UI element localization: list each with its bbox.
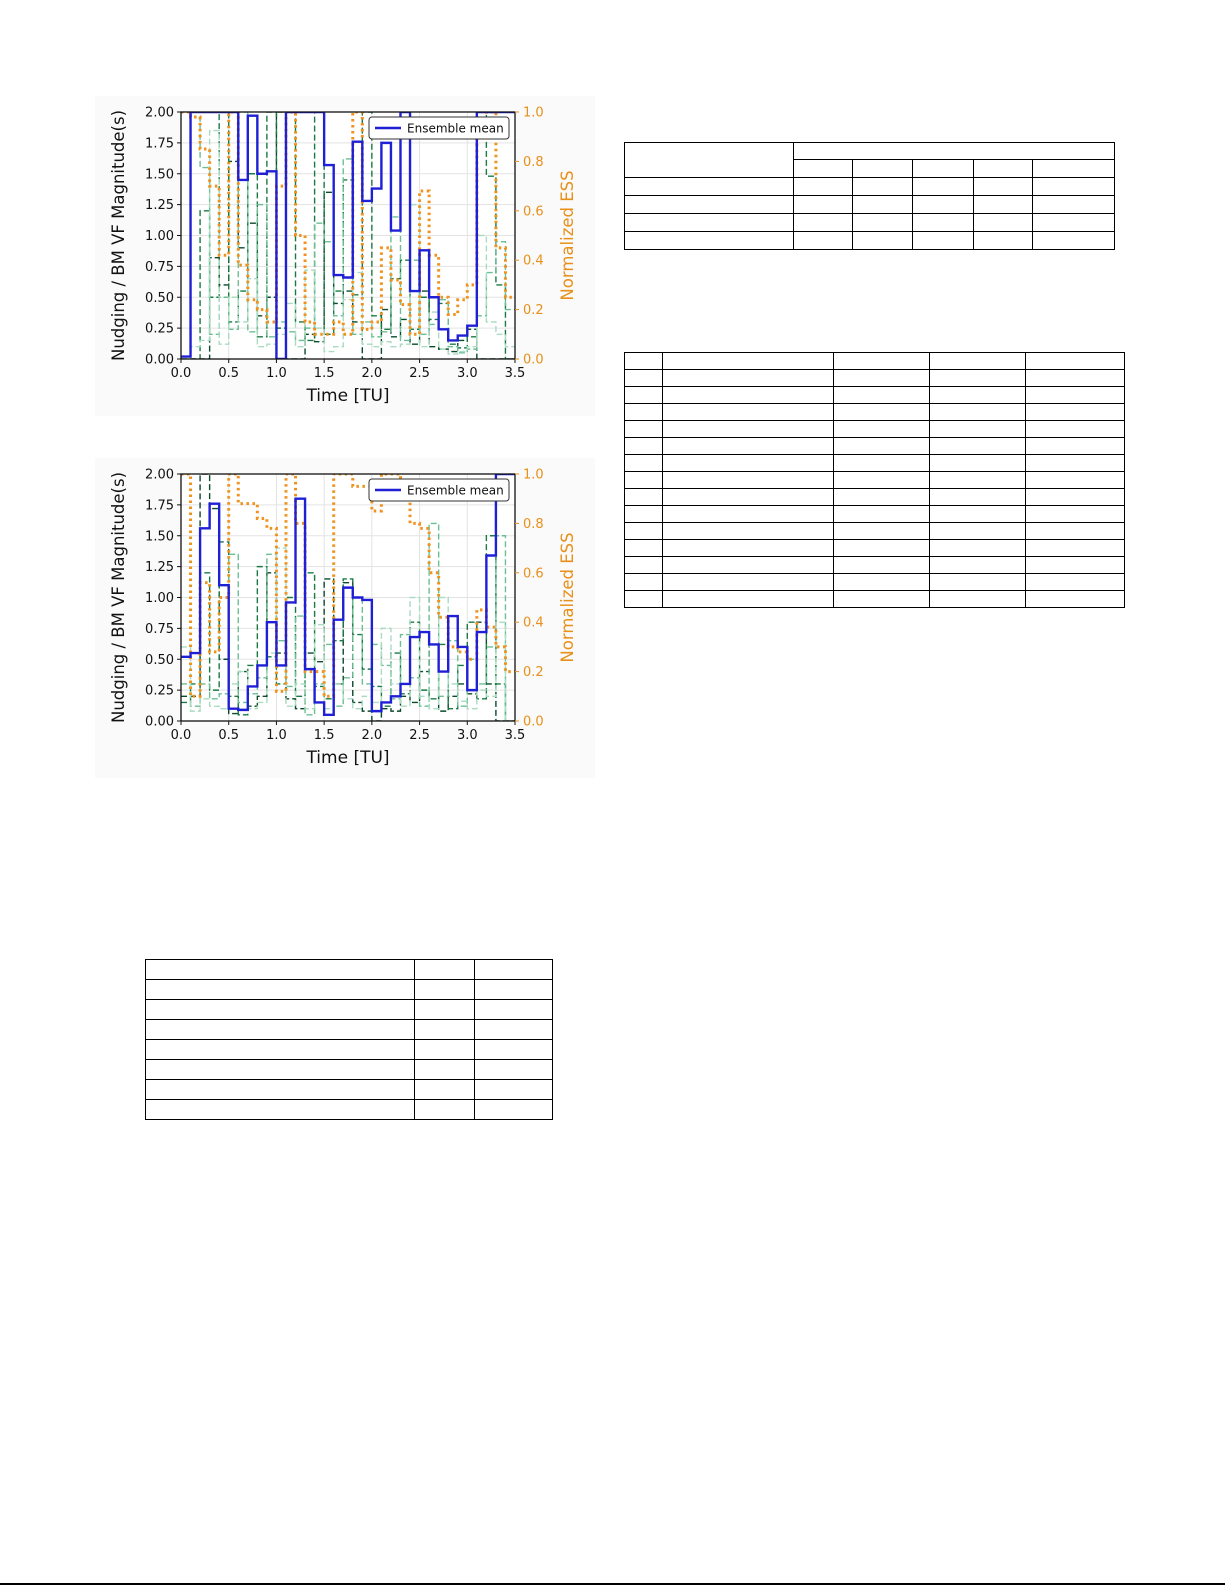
table-cell (1033, 178, 1115, 196)
table-cell (930, 557, 1026, 574)
table-cell (625, 404, 663, 421)
table-cell (1033, 214, 1115, 232)
x-tick-label: 1.5 (313, 366, 335, 381)
table-cell (625, 438, 663, 455)
table-cell (663, 404, 834, 421)
chart-top (95, 96, 595, 416)
table-cell (146, 980, 415, 1000)
y-tick-label: 1.50 (145, 529, 174, 545)
table-cell (415, 1040, 475, 1060)
y2-tick-label: 0.2 (523, 665, 544, 681)
table-cell (974, 214, 1033, 232)
table-cell (834, 421, 930, 438)
table-row (625, 591, 1125, 608)
table-cell (663, 438, 834, 455)
table-cell (794, 196, 853, 214)
table-cell (853, 232, 913, 250)
table-cell (146, 1000, 415, 1020)
x-tick-label: 2.5 (409, 366, 430, 381)
table-cell (930, 370, 1026, 387)
table-cell (415, 1080, 475, 1100)
table-cell (930, 438, 1026, 455)
table-cell (853, 178, 913, 196)
table-cell (146, 960, 415, 980)
table-cell (974, 196, 1033, 214)
table-cell (930, 574, 1026, 591)
table-cell (834, 404, 930, 421)
table-cell (974, 232, 1033, 250)
y-tick-label: 1.00 (145, 229, 174, 244)
x-tick-label: 1.0 (266, 366, 287, 381)
table-cell (794, 143, 1115, 160)
table-cell (625, 421, 663, 438)
x-tick-label: 0.0 (170, 366, 192, 381)
table-cell (146, 1040, 415, 1060)
y2-tick-label: 1.0 (523, 467, 544, 483)
x-tick-label: 3.0 (456, 728, 478, 743)
table-cell (146, 1060, 415, 1080)
table-cell (1026, 387, 1125, 404)
table-cell (834, 370, 930, 387)
x-tick-label: 3.0 (456, 366, 478, 381)
table-cell (663, 353, 834, 370)
y2-axis-label: Normalized ESS (558, 532, 577, 663)
table-cell (1026, 540, 1125, 557)
x-tick-label: 2.0 (361, 728, 383, 743)
table-cell (415, 1020, 475, 1040)
table-row (625, 232, 1115, 250)
y2-tick-label: 0.4 (523, 615, 544, 631)
table-row (146, 1060, 553, 1080)
x-tick-label: 1.0 (266, 728, 287, 743)
table-cell (834, 574, 930, 591)
table-cell (625, 540, 663, 557)
table-cell (1026, 591, 1125, 608)
table-row (625, 455, 1125, 472)
table-cell (1026, 353, 1125, 370)
table-cell (475, 980, 553, 1000)
table-cell (930, 421, 1026, 438)
table-cell (834, 472, 930, 489)
y2-tick-label: 0.6 (523, 204, 544, 220)
table-cell (415, 1000, 475, 1020)
table-row (625, 178, 1115, 196)
table-cell (1026, 438, 1125, 455)
table-row (146, 1040, 553, 1060)
table-row (146, 980, 553, 1000)
table-cell (913, 160, 974, 178)
table-row (146, 960, 553, 980)
table-row (146, 1000, 553, 1020)
table-cell (663, 387, 834, 404)
table-row (625, 353, 1125, 370)
table-cell (146, 1020, 415, 1040)
table-cell (930, 455, 1026, 472)
y-tick-label: 1.75 (145, 498, 174, 514)
x-axis-label: Time [TU] (306, 386, 390, 406)
table-cell (834, 353, 930, 370)
table-cell (834, 506, 930, 523)
x-tick-label: 2.5 (409, 728, 430, 743)
table-cell (475, 1040, 553, 1060)
table-cell (663, 455, 834, 472)
table-cell (663, 523, 834, 540)
table-cell (930, 472, 1026, 489)
table-row (625, 489, 1125, 506)
legend-label: Ensemble mean (407, 483, 504, 498)
y-tick-label: 0.25 (145, 683, 174, 699)
table-cell (1026, 455, 1125, 472)
table-cell (930, 540, 1026, 557)
y-tick-label: 0.50 (145, 290, 174, 306)
table-cell (1026, 523, 1125, 540)
y-tick-label: 0.75 (145, 259, 174, 275)
table-cell (625, 214, 794, 232)
table-cell (625, 232, 794, 250)
table-cell (625, 143, 794, 178)
legend-label: Ensemble mean (407, 121, 504, 136)
y2-tick-label: 0.8 (523, 154, 544, 170)
table-cell (834, 387, 930, 404)
table-cell (625, 370, 663, 387)
table-row (625, 557, 1125, 574)
y-axis-label: Nudging / BM VF Magnitude(s) (109, 471, 128, 724)
y-axis-label: Nudging / BM VF Magnitude(s) (109, 109, 128, 362)
table-cell (1026, 472, 1125, 489)
table-cell (930, 387, 1026, 404)
chart-top-svg (95, 96, 595, 416)
table-cell (930, 489, 1026, 506)
table-row (146, 1100, 553, 1120)
table-row (625, 540, 1125, 557)
table-row (625, 506, 1125, 523)
legend (369, 479, 509, 501)
table-cell (146, 1100, 415, 1120)
table-cell (475, 1100, 553, 1120)
table-row (625, 574, 1125, 591)
table-cell (663, 591, 834, 608)
table-top-right (624, 142, 1115, 250)
y2-tick-label: 0.2 (523, 303, 544, 319)
table-cell (663, 557, 834, 574)
table-row (625, 214, 1115, 232)
x-tick-label: 2.0 (361, 366, 383, 381)
table-cell (1026, 506, 1125, 523)
y-tick-label: 0.75 (145, 621, 174, 637)
table-cell (415, 960, 475, 980)
table-cell (913, 214, 974, 232)
table-cell (625, 472, 663, 489)
table-cell (834, 523, 930, 540)
table-cell (1026, 404, 1125, 421)
y-tick-label: 0.00 (145, 714, 174, 730)
table-cell (1026, 489, 1125, 506)
table-cell (625, 557, 663, 574)
table-cell (834, 489, 930, 506)
x-tick-label: 3.5 (504, 728, 526, 743)
table-cell (794, 160, 853, 178)
y-tick-label: 0.00 (145, 352, 174, 368)
table-cell (834, 540, 930, 557)
table-cell (974, 160, 1033, 178)
y-tick-label: 2.00 (145, 467, 174, 483)
table-row (625, 421, 1125, 438)
y2-axis-label: Normalized ESS (558, 170, 577, 301)
table-cell (663, 489, 834, 506)
table-cell (625, 523, 663, 540)
x-axis-label: Time [TU] (306, 748, 390, 768)
y-tick-label: 1.00 (145, 591, 174, 606)
y2-tick-label: 0.8 (523, 516, 544, 532)
table-row (625, 370, 1125, 387)
y2-tick-label: 1.0 (523, 105, 544, 121)
table-row (625, 523, 1125, 540)
y-tick-label: 0.50 (145, 652, 174, 668)
table-cell (663, 540, 834, 557)
y2-tick-label: 0.0 (523, 714, 544, 730)
y2-tick-label: 0.6 (523, 566, 544, 582)
table-cell (663, 421, 834, 438)
chart-bottom (95, 458, 595, 778)
table-cell (853, 214, 913, 232)
y-tick-label: 1.75 (145, 136, 174, 152)
table-cell (1026, 421, 1125, 438)
table-cell (913, 178, 974, 196)
table-row (625, 196, 1115, 214)
table-cell (625, 353, 663, 370)
table-cell (625, 196, 794, 214)
table-cell (663, 574, 834, 591)
x-tick-label: 0.0 (170, 728, 192, 743)
table-row (625, 404, 1125, 421)
table-cell (625, 455, 663, 472)
table-cell (475, 960, 553, 980)
x-tick-label: 1.5 (313, 728, 335, 743)
table-cell (913, 232, 974, 250)
table-cell (625, 506, 663, 523)
table-cell (834, 455, 930, 472)
y2-tick-label: 0.4 (523, 253, 544, 269)
table-cell (930, 523, 1026, 540)
table-cell (475, 1000, 553, 1020)
table-cell (794, 178, 853, 196)
table-cell (663, 506, 834, 523)
x-tick-label: 0.5 (218, 366, 240, 381)
table-bottom-left (145, 959, 553, 1120)
y-tick-label: 0.25 (145, 321, 174, 337)
table-cell (930, 404, 1026, 421)
y-tick-label: 1.25 (145, 198, 174, 214)
legend (369, 117, 509, 139)
table-cell (853, 160, 913, 178)
table-cell (834, 438, 930, 455)
table-cell (930, 506, 1026, 523)
table-cell (1033, 160, 1115, 178)
table-row (625, 387, 1125, 404)
table-cell (974, 178, 1033, 196)
table-cell (930, 591, 1026, 608)
table-cell (1033, 196, 1115, 214)
x-tick-label: 3.5 (504, 366, 526, 381)
table-cell (1026, 370, 1125, 387)
table-cell (475, 1020, 553, 1040)
table-cell (794, 214, 853, 232)
table-row (625, 438, 1125, 455)
table-cell (663, 370, 834, 387)
table-cell (834, 557, 930, 574)
table-cell (913, 196, 974, 214)
y-tick-label: 1.25 (145, 560, 174, 576)
table-cell (475, 1060, 553, 1080)
y2-tick-label: 0.0 (523, 352, 544, 368)
y-tick-label: 1.50 (145, 167, 174, 183)
table-row (146, 1080, 553, 1100)
table-cell (1033, 232, 1115, 250)
table-middle-right (624, 352, 1125, 608)
table-row (625, 143, 1115, 160)
x-tick-label: 0.5 (218, 728, 240, 743)
table-cell (625, 387, 663, 404)
table-cell (415, 1100, 475, 1120)
table-cell (625, 489, 663, 506)
table-row (625, 472, 1125, 489)
table-cell (663, 472, 834, 489)
table-cell (930, 353, 1026, 370)
table-cell (853, 196, 913, 214)
table-cell (625, 574, 663, 591)
table-cell (146, 1080, 415, 1100)
table-cell (794, 232, 853, 250)
table-cell (1026, 574, 1125, 591)
table-row (146, 1020, 553, 1040)
chart-bottom-svg (95, 458, 595, 778)
table-cell (834, 591, 930, 608)
table-cell (1026, 557, 1125, 574)
table-cell (475, 1080, 553, 1100)
y-tick-label: 2.00 (145, 105, 174, 121)
table-cell (625, 178, 794, 196)
table-cell (415, 980, 475, 1000)
table-cell (415, 1060, 475, 1080)
table-cell (625, 591, 663, 608)
